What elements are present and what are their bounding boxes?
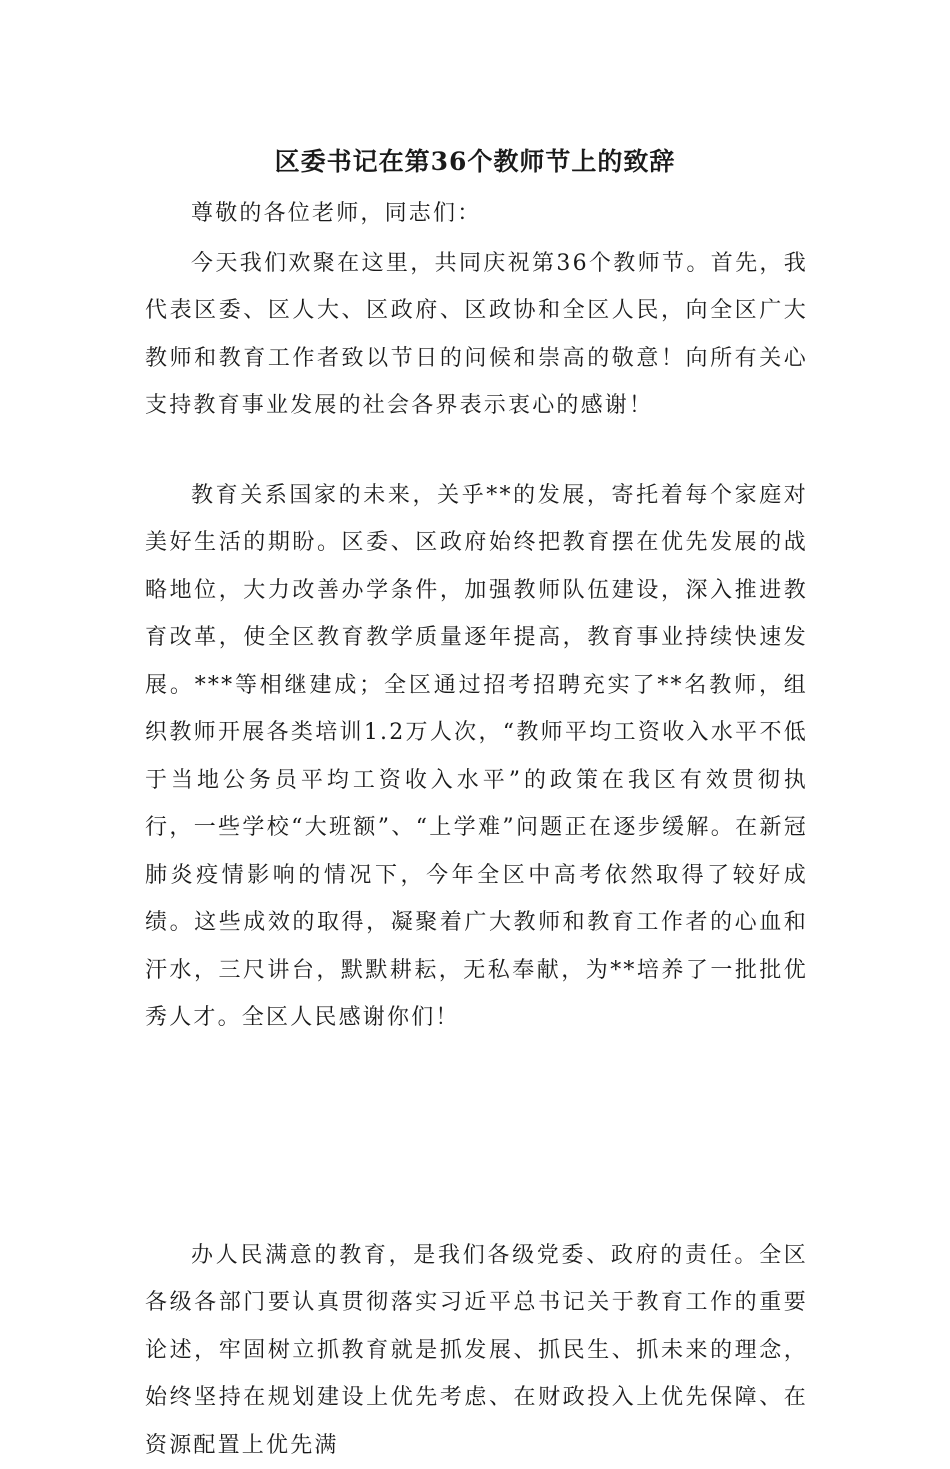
greeting-paragraph: 尊敬的各位老师，同志们：	[145, 190, 808, 238]
document-title: 区委书记在第36个教师节上的致辞	[0, 140, 950, 184]
paragraph-1: 今天我们欢聚在这里，共同庆祝第36个教师节。首先，我代表区委、区人大、区政府、区政协和全区人民，向全区广大教师和教育工作者致以节日的问候和崇高的敬意！向所有关心支持教育事业发展的社会各界表示衷心的感谢！	[145, 240, 808, 430]
document-body	[145, 190, 808, 1469]
paragraph-2: 教育关系国家的未来，关乎**的发展，寄托着每个家庭对美好生活的期盼。区委、区政府始终把教育摆在优先发展的战略地位，大力改善办学条件，加强教师队伍建设，深入推进教育改革，使全区教育教学质量逐年提高，教育事业持续快速发展。***等相继建成；全区通过招考招聘充实了**名教师，组织教师开展各类培训1.2万人次，“教师平均工资收入水平不低于当地公务员平均工资收入水平”的政策在我区有效贯彻执行，一些学校“大班额”、“上学难”问题正在逐步缓解。在新冠肺炎疫情影响的情况下，今年全区中高考依然取得了较好成绩。这些成效的取得，凝聚着广大教师和教育工作者的心血和汗水，三尺讲台，默默耕耘，无私奉献，为**培养了一批批优秀人才。全区人民感谢你们！	[145, 472, 808, 1232]
paragraph-3: 办人民满意的教育，是我们各级党委、政府的责任。全区各级各部门要认真贯彻落实习近平总书记关于教育工作的重要论述，牢固树立抓教育就是抓发展、抓民生、抓未来的理念，始终坚持在规划建设上优先考虑、在财政投入上优先保障、在资源配置上优先满	[145, 1232, 808, 1469]
